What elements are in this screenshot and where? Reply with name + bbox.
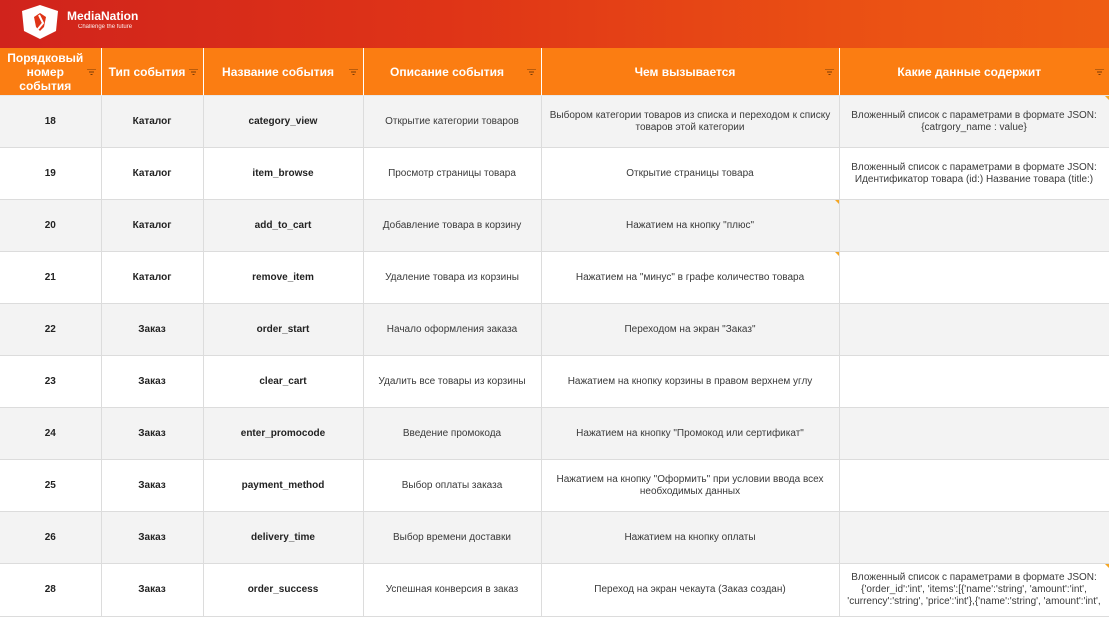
cell-type[interactable]: Заказ — [101, 356, 203, 408]
cell-number[interactable]: 25 — [0, 460, 101, 512]
cell-text: Нажатием на "минус" в графе количество товара — [575, 271, 805, 283]
table-header-row — [0, 48, 1109, 96]
cell-event-name[interactable]: order_start — [203, 304, 363, 356]
filter-icon[interactable] — [87, 69, 96, 75]
cell-data[interactable] — [839, 408, 1109, 460]
filter-icon[interactable] — [527, 69, 536, 75]
cell-event-name[interactable]: clear_cart — [203, 356, 363, 408]
table-row — [0, 148, 1109, 200]
comment-marker-icon[interactable] — [835, 252, 839, 256]
table-row — [0, 512, 1109, 564]
cell-number[interactable]: 28 — [0, 564, 101, 617]
cell-description[interactable]: Успешная конверсия в заказ — [363, 564, 541, 617]
column-header-data[interactable] — [839, 48, 1109, 96]
cell-text: Выбором категории товаров из списка и переходом к списку товаров этой категории — [549, 109, 831, 133]
comment-marker-icon[interactable] — [835, 200, 839, 204]
cell-number[interactable]: 22 — [0, 304, 101, 356]
table-row — [0, 564, 1109, 617]
cell-type[interactable]: Заказ — [101, 564, 203, 617]
cell-trigger[interactable]: Переход на экран чекаута (Заказ создан) — [541, 564, 839, 617]
cell-number[interactable]: 20 — [0, 200, 101, 252]
comment-marker-icon[interactable] — [1105, 96, 1109, 100]
cell-trigger[interactable] — [541, 252, 839, 304]
comment-marker-icon[interactable] — [1105, 564, 1109, 568]
cell-event-name[interactable]: payment_method — [203, 460, 363, 512]
cell-event-name[interactable]: order_success — [203, 564, 363, 617]
cell-description[interactable]: Удалить все товары из корзины — [363, 356, 541, 408]
cell-description[interactable]: Открытие категории товаров — [363, 96, 541, 148]
filter-icon[interactable] — [349, 69, 358, 75]
cell-description[interactable]: Удаление товара из корзины — [363, 252, 541, 304]
cell-data[interactable] — [839, 252, 1109, 304]
table-row — [0, 96, 1109, 148]
column-header-label: Какие данные содержит — [897, 64, 1042, 79]
filter-icon[interactable] — [189, 69, 198, 75]
column-header-label: Название события — [222, 64, 334, 79]
cell-number[interactable]: 26 — [0, 512, 101, 564]
brand-name: MediaNation — [67, 9, 139, 23]
column-header-type[interactable] — [101, 48, 203, 96]
cell-number[interactable]: 19 — [0, 148, 101, 200]
cell-event-name[interactable]: item_browse — [203, 148, 363, 200]
cell-trigger[interactable]: Нажатием на кнопку корзины в правом верхнем углу — [541, 356, 839, 408]
column-header-label: Чем вызывается — [634, 64, 736, 79]
cell-event-name[interactable]: delivery_time — [203, 512, 363, 564]
column-header-name[interactable] — [203, 48, 363, 96]
cell-type[interactable]: Заказ — [101, 304, 203, 356]
cell-description[interactable]: Выбор времени доставки — [363, 512, 541, 564]
filter-icon[interactable] — [825, 69, 834, 75]
cell-event-name[interactable]: category_view — [203, 96, 363, 148]
cell-trigger[interactable]: Нажатием на кнопку "Оформить" при условии ввода всех необходимых данных — [541, 460, 839, 512]
medianation-logo-icon — [16, 3, 64, 41]
cell-data[interactable] — [839, 356, 1109, 408]
cell-number[interactable]: 24 — [0, 408, 101, 460]
table-row — [0, 460, 1109, 512]
table-row — [0, 252, 1109, 304]
cell-type[interactable]: Каталог — [101, 96, 203, 148]
cell-data[interactable] — [839, 512, 1109, 564]
cell-type[interactable]: Заказ — [101, 512, 203, 564]
column-header-label: Описание события — [389, 64, 504, 79]
column-header-label: Порядковый номер события — [7, 50, 84, 93]
table-row — [0, 304, 1109, 356]
cell-data[interactable] — [839, 96, 1109, 148]
cell-data[interactable] — [839, 460, 1109, 512]
cell-number[interactable]: 21 — [0, 252, 101, 304]
cell-data[interactable] — [839, 304, 1109, 356]
cell-trigger[interactable]: Нажатием на кнопку "Промокод или сертификат" — [541, 408, 839, 460]
cell-trigger[interactable]: Нажатием на кнопку оплаты — [541, 512, 839, 564]
cell-event-name[interactable]: enter_promocode — [203, 408, 363, 460]
cell-type[interactable]: Заказ — [101, 460, 203, 512]
cell-type[interactable]: Заказ — [101, 408, 203, 460]
cell-text: Вложенный список с параметрами в формате JSON: {catrgory_name : value} — [851, 109, 1097, 133]
cell-description[interactable]: Добавление товара в корзину — [363, 200, 541, 252]
cell-trigger[interactable]: Открытие страницы товара — [541, 148, 839, 200]
events-table — [0, 48, 1109, 617]
cell-trigger[interactable] — [541, 200, 839, 252]
cell-data[interactable]: Вложенный список с параметрами в формате JSON: Идентификатор товара (id:) Название товара (title:) — [839, 148, 1109, 200]
cell-description[interactable]: Просмотр страницы товара — [363, 148, 541, 200]
cell-text: Нажатием на кнопку "плюс" — [625, 219, 755, 231]
cell-data[interactable] — [839, 564, 1109, 617]
column-header-trigger[interactable] — [541, 48, 839, 96]
cell-type[interactable]: Каталог — [101, 252, 203, 304]
header-banner — [0, 0, 1109, 48]
cell-trigger[interactable] — [541, 96, 839, 148]
brand-tagline: Challenge the future — [78, 24, 133, 30]
column-header-label: Тип события — [108, 64, 186, 79]
cell-description[interactable]: Начало оформления заказа — [363, 304, 541, 356]
cell-type[interactable]: Каталог — [101, 148, 203, 200]
table-row — [0, 408, 1109, 460]
cell-event-name[interactable]: remove_item — [203, 252, 363, 304]
filter-icon[interactable] — [1095, 69, 1104, 75]
cell-text: Вложенный список с параметрами в формате JSON: {'order_id':'int', 'items':[{'name':'string', 'amount':'int', 'currency':'string', 'price':'int'},{'name':'string', 'amount':'int', — [847, 572, 1101, 607]
cell-trigger[interactable]: Переходом на экран "Заказ" — [541, 304, 839, 356]
column-header-description[interactable] — [363, 48, 541, 96]
table-row — [0, 356, 1109, 408]
cell-description[interactable]: Введение промокода — [363, 408, 541, 460]
cell-number[interactable]: 18 — [0, 96, 101, 148]
cell-type[interactable]: Каталог — [101, 200, 203, 252]
column-header-number[interactable] — [0, 48, 101, 96]
table-row — [0, 200, 1109, 252]
cell-description[interactable]: Выбор оплаты заказа — [363, 460, 541, 512]
cell-number[interactable]: 23 — [0, 356, 101, 408]
cell-event-name[interactable]: add_to_cart — [203, 200, 363, 252]
cell-data[interactable] — [839, 200, 1109, 252]
